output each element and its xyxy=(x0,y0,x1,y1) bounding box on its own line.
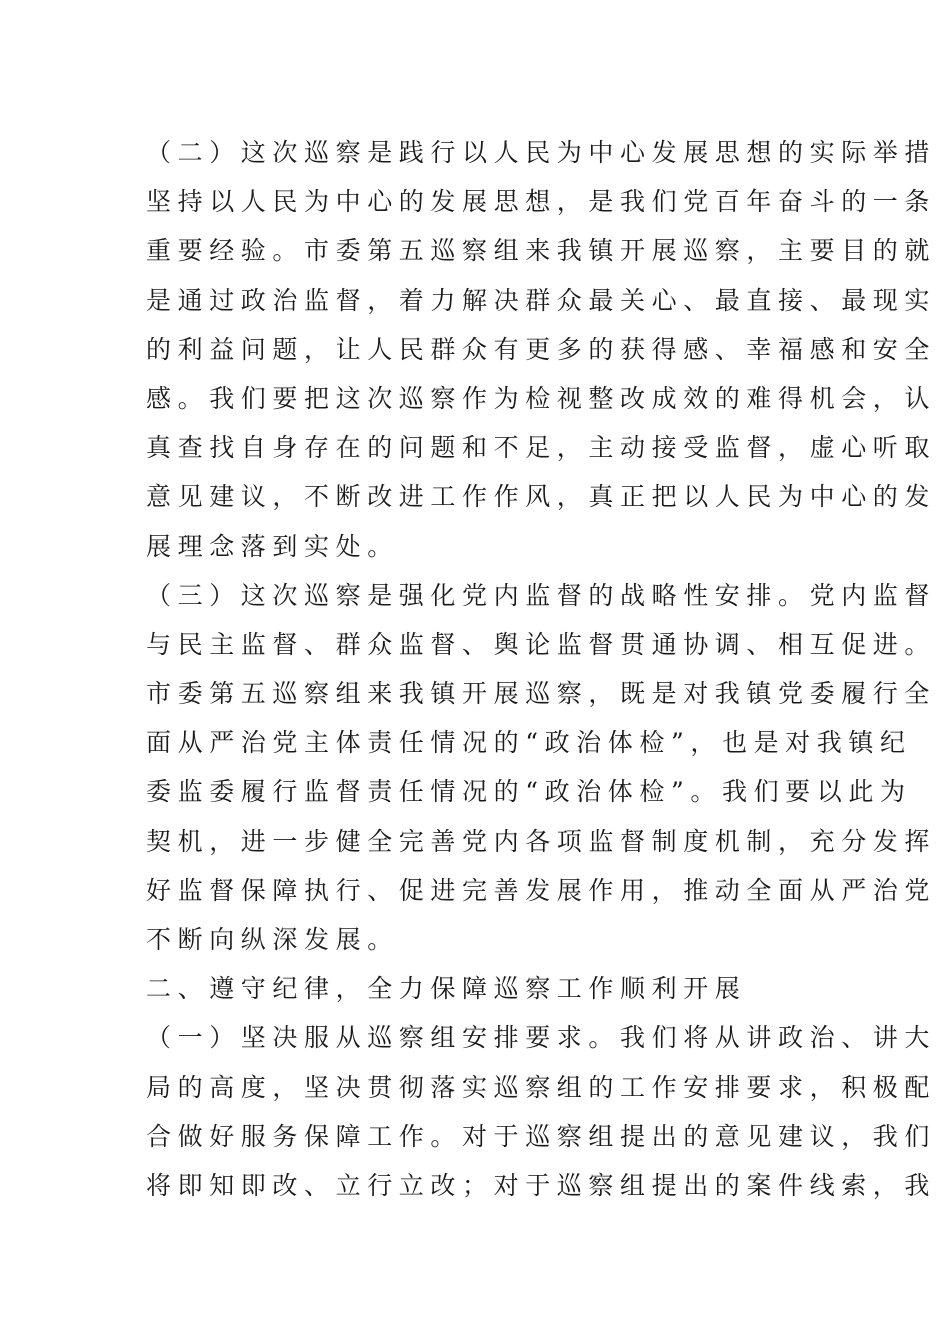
text-line: 坚持以人民为中心的发展思想，是我们党百年奋斗的一条 xyxy=(146,187,937,217)
text-line: 委监委履行监督责任情况的“政治体检”。我们要以此为 xyxy=(146,777,912,807)
text-line: （三）这次巡察是强化党内监督的战略性安排。党内监督 xyxy=(146,580,937,610)
text-line: 将即知即改、立行立改；对于巡察组提出的案件线索，我 xyxy=(146,1170,937,1200)
text-line: 市委第五巡察组来我镇开展巡察，既是对我镇党委履行全 xyxy=(146,679,937,709)
text-line: 展理念落到实处。 xyxy=(146,531,399,561)
text-line: 意见建议，不断改进工作作风，真正把以人民为中心的发 xyxy=(146,482,937,512)
text-line: 与民主监督、群众监督、舆论监督贯通协调、相互促进。 xyxy=(146,629,937,659)
text-line: 感。我们要把这次巡察作为检视整改成效的难得机会，认 xyxy=(146,383,937,413)
text-line: 面从严治党主体责任情况的“政治体检”，也是对我镇纪 xyxy=(146,728,912,758)
text-line: 是通过政治监督，着力解决群众最关心、最直接、最现实 xyxy=(146,285,937,315)
text-line: 合做好服务保障工作。对于巡察组提出的意见建议，我们 xyxy=(146,1121,937,1151)
text-line: （二）这次巡察是践行以人民为中心发展思想的实际举措 xyxy=(146,138,937,167)
text-line: （一）坚决服从巡察组安排要求。我们将从讲政治、讲大 xyxy=(146,1023,937,1053)
text-line: 重要经验。市委第五巡察组来我镇开展巡察，主要目的就 xyxy=(146,236,937,266)
section-heading: 二、遵守纪律，全力保障巡察工作顺利开展 xyxy=(146,974,747,1004)
document-body xyxy=(146,128,937,1210)
text-line: 不断向纵深发展。 xyxy=(146,925,399,954)
text-line: 局的高度，坚决贯彻落实巡察组的工作安排要求，积极配 xyxy=(146,1072,937,1102)
text-line: 的利益问题，让人民群众有更多的获得感、幸福感和安全 xyxy=(146,334,937,364)
text-line: 真查找自身存在的问题和不足，主动接受监督，虚心听取 xyxy=(146,433,937,463)
text-line: 好监督保障执行、促进完善发展作用，推动全面从严治党 xyxy=(146,875,937,905)
text-line: 契机，进一步健全完善党内各项监督制度机制，充分发挥 xyxy=(146,826,937,856)
